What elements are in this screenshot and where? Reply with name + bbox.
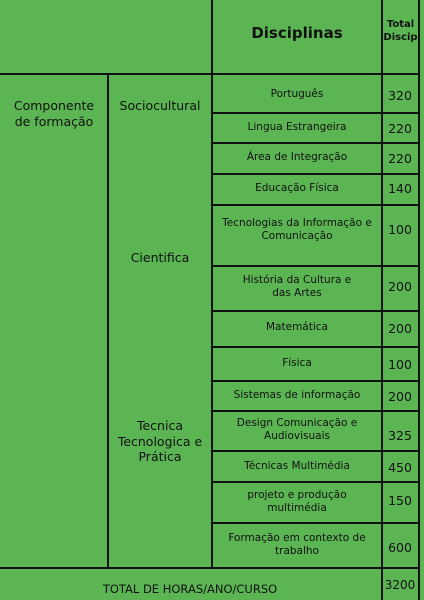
- discipline-name: Português: [270, 88, 324, 100]
- row-divider: [212, 450, 420, 452]
- header-bottom-border: [0, 73, 420, 75]
- divider-vertical-1: [107, 74, 109, 568]
- discipline-total: 200: [388, 321, 412, 336]
- discipline-total: 450: [388, 460, 412, 475]
- discipline-total: 150: [388, 493, 412, 508]
- discipline-name: Design Comunicação e Audiovisuais: [236, 417, 358, 443]
- discipline-name: Lingua Estrangeira: [247, 121, 347, 133]
- header-total: Total Discip: [383, 19, 418, 43]
- row-divider: [212, 204, 420, 206]
- discipline-name: Educação Física: [255, 182, 339, 194]
- discipline-total: 140: [388, 181, 412, 196]
- discipline-name: projeto e produção multimédia: [247, 489, 347, 515]
- row-divider: [212, 142, 420, 144]
- discipline-total: 325: [388, 428, 412, 443]
- discipline-name: Sistemas de informação: [233, 389, 361, 401]
- discipline-name: Tecnologias da Informação e Comunicação: [222, 217, 372, 243]
- discipline-name: Física: [282, 357, 312, 369]
- component-label: Componente de formação: [13, 98, 95, 129]
- discipline-name: Matemática: [266, 321, 328, 333]
- discipline-total: 100: [388, 357, 412, 372]
- category-sociocultural: Sociocultural: [119, 98, 201, 113]
- discipline-total: 320: [388, 88, 412, 103]
- row-divider: [212, 380, 420, 382]
- header-disciplinas: Disciplinas: [251, 24, 343, 42]
- row-divider: [212, 346, 420, 348]
- footer-total: 3200: [384, 578, 416, 592]
- category-tecnica: Tecnica Tecnologica e Prática: [117, 418, 203, 465]
- discipline-name: História da Cultura e das Artes: [242, 274, 352, 300]
- discipline-total: 600: [388, 540, 412, 555]
- divider-vertical-4: [418, 0, 420, 600]
- row-divider: [212, 481, 420, 483]
- row-divider: [212, 410, 420, 412]
- discipline-total: 100: [388, 222, 412, 237]
- row-divider: [212, 173, 420, 175]
- row-divider: [212, 310, 420, 312]
- footer-top-border: [0, 567, 420, 569]
- discipline-name: Área de Integração: [246, 151, 348, 163]
- discipline-name: Técnicas Multimédia: [244, 460, 350, 472]
- category-cientifica: Cientifica: [130, 250, 190, 265]
- discipline-total: 220: [388, 151, 412, 166]
- footer-label: TOTAL DE HORAS/ANO/CURSO: [102, 582, 278, 596]
- discipline-total: 200: [388, 279, 412, 294]
- discipline-total: 200: [388, 389, 412, 404]
- row-divider: [212, 112, 420, 114]
- discipline-name: Formação em contexto de trabalho: [228, 532, 366, 558]
- row-divider: [212, 522, 420, 524]
- discipline-total: 220: [388, 121, 412, 136]
- row-divider: [212, 265, 420, 267]
